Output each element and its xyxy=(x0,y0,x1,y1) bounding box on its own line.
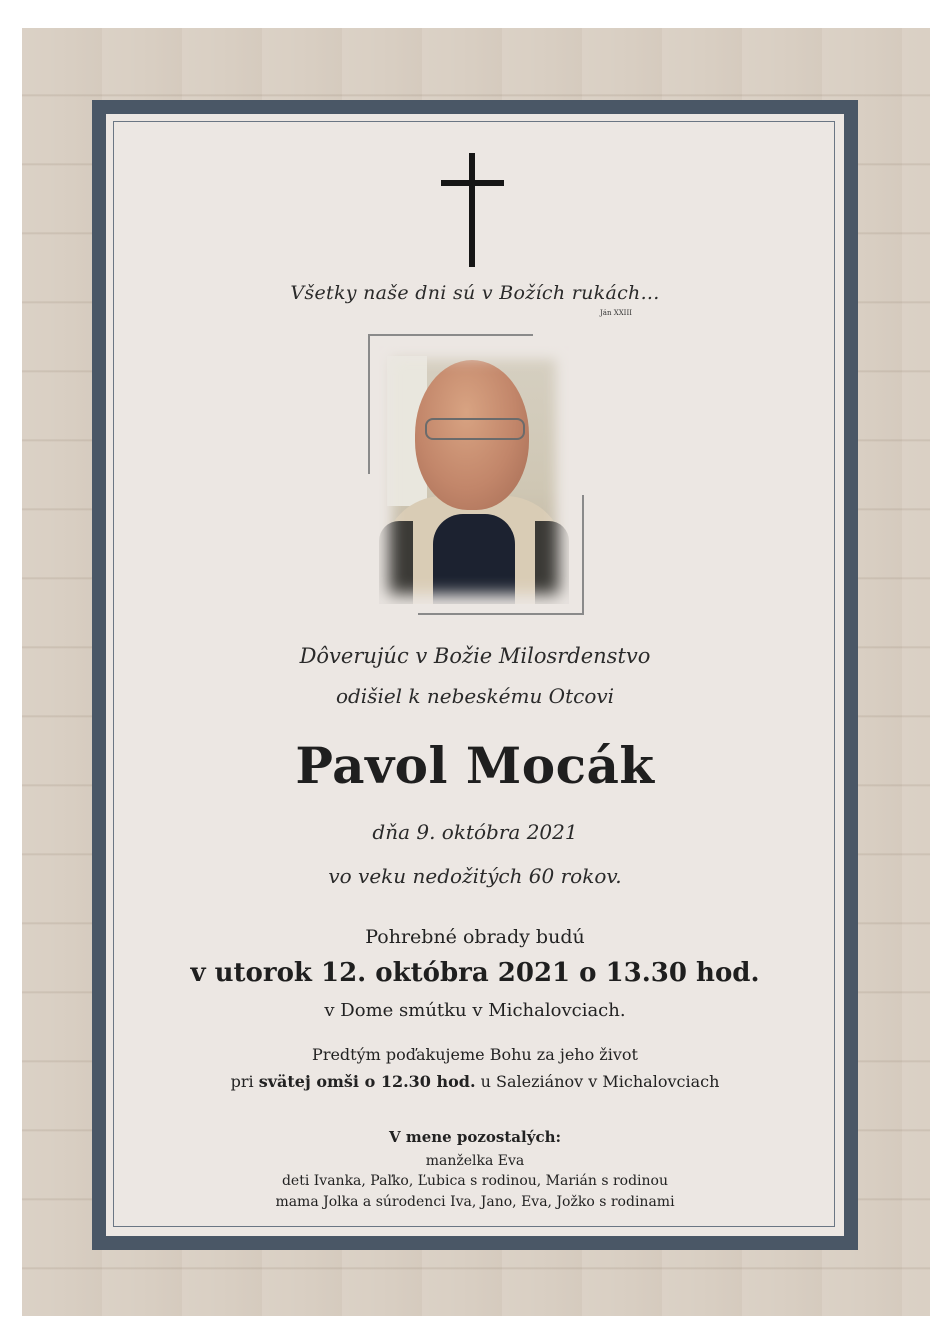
intro-line-1: Dôverujúc v Božie Milosrdenstvo xyxy=(299,644,651,668)
funeral-intro: Pohrebné obrady budú xyxy=(365,926,585,948)
motto-text: Všetky naše dni sú v Božích rukách... xyxy=(290,282,660,304)
portrait-photo xyxy=(379,346,569,604)
family-heading: V mene pozostalých: xyxy=(388,1128,562,1146)
mass-line-1: Predtým poďakujeme Bohu za jeho život xyxy=(312,1045,638,1064)
family-line-mother-siblings: mama Jolka a súrodenci Iva, Jano, Eva, Jožko s rodinami xyxy=(275,1194,675,1210)
intro-line-2: odišiel k nebeskému Otcovi xyxy=(335,684,615,708)
mass-post: u Saleziánov v Michalovciach xyxy=(475,1072,720,1091)
mass-line-2 xyxy=(0,1072,950,1091)
mass-time: svätej omši o 12.30 hod. xyxy=(258,1072,476,1091)
funeral-place: v Dome smútku v Michalovciach. xyxy=(324,1000,626,1021)
funeral-datetime: v utorok 12. októbra 2021 o 13.30 hod. xyxy=(190,958,760,988)
photo-frame-line-bottom xyxy=(418,613,584,615)
photo-frame-line-left xyxy=(368,334,370,474)
photo-frame-line-right xyxy=(582,495,584,615)
family-line-spouse: manželka Eva xyxy=(425,1153,525,1169)
mass-pre: pri xyxy=(230,1072,259,1091)
death-date: dňa 9. októbra 2021 xyxy=(372,820,578,844)
motto-source: Ján XXIII xyxy=(600,309,632,317)
deceased-name: Pavol Mocák xyxy=(295,736,655,795)
family-line-children: deti Ivanka, Paľko, Ľubica s rodinou, Marián s rodinou xyxy=(281,1173,669,1189)
photo-frame-line-top xyxy=(368,334,533,336)
age-line: vo veku nedožitých 60 rokov. xyxy=(328,864,622,888)
